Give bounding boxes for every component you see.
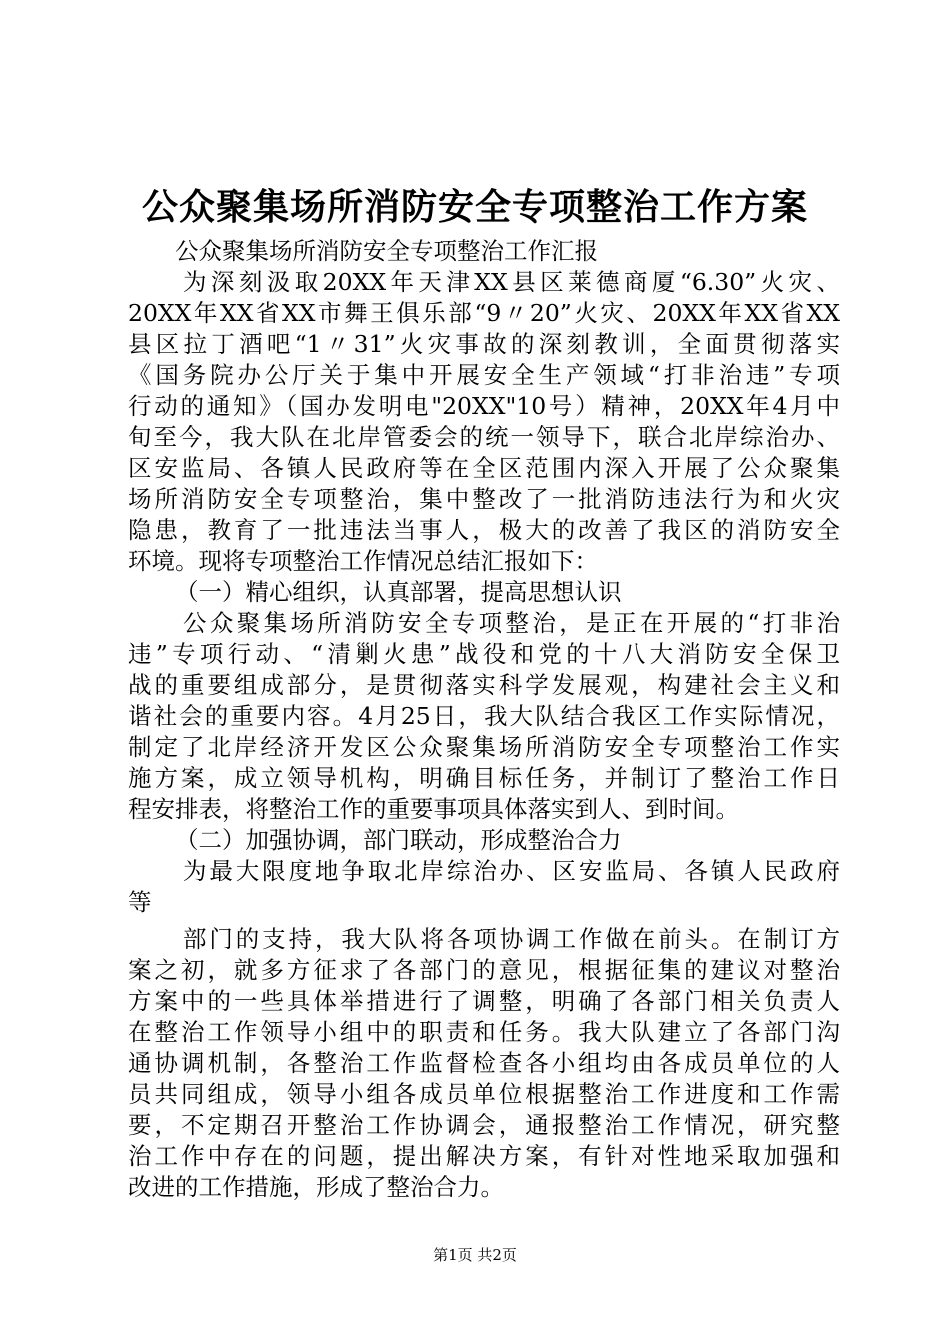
page-number-footer: 第1页 共2页 bbox=[433, 1246, 517, 1264]
paragraph-line: 20XX年XX省XX市舞王俱乐部“9〃20”火灾、20XX年XX省XX bbox=[128, 299, 840, 327]
paragraph-line: 谐社会的重要内容。4月25日，我大队结合我区工作实际情况， bbox=[128, 702, 840, 730]
paragraph-line: 县区拉丁酒吧“1〃31”火灾事故的深刻教训，全面贯彻落实 bbox=[128, 330, 840, 358]
section-heading: （二）加强协调，部门联动，形成整治合力 bbox=[175, 826, 622, 854]
paragraph-line: 违”专项行动、“清剿火患”战役和党的十八大消防安全保卫 bbox=[128, 640, 840, 668]
report-subtitle: 公众聚集场所消防安全专项整治工作汇报 bbox=[175, 237, 598, 265]
paragraph-line: 要，不定期召开整治工作协调会，通报整治工作情况，研究整 bbox=[128, 1111, 840, 1139]
paragraph-line: 旬至今，我大队在北岸管委会的统一领导下，联合北岸综治办、 bbox=[128, 423, 840, 451]
paragraph-line: 战的重要组成部分，是贯彻落实科学发展观，构建社会主义和 bbox=[128, 671, 840, 699]
paragraph-line: 治工作中存在的问题，提出解决方案，有针对性地采取加强和 bbox=[128, 1142, 840, 1170]
paragraph-line: 环境。现将专项整治工作情况总结汇报如下： bbox=[128, 547, 598, 575]
paragraph-line: 改进的工作措施，形成了整治合力。 bbox=[128, 1173, 504, 1201]
paragraph-line: 场所消防安全专项整治，集中整改了一批消防违法行为和火灾 bbox=[128, 485, 840, 513]
paragraph-line: 公众聚集场所消防安全专项整治，是正在开展的“打非治 bbox=[183, 609, 840, 637]
paragraph-line: 为深刻汲取20XX年天津XX县区莱德商厦“6.30”火灾、 bbox=[183, 268, 840, 296]
document-body bbox=[128, 236, 840, 1203]
paragraph-line: 行动的通知》（国办发明电"20XX"10号）精神，20XX年4月中 bbox=[128, 392, 840, 420]
paragraph-line: 《国务院办公厅关于集中开展安全生产领域“打非治违”专项 bbox=[128, 361, 840, 389]
paragraph-line: 案之初，就多方征求了各部门的意见，根据征集的建议对整治 bbox=[128, 956, 840, 984]
paragraph-line: 隐患，教育了一批违法当事人，极大的改善了我区的消防安全 bbox=[128, 516, 840, 544]
paragraph-line: 为最大限度地争取北岸综治办、区安监局、各镇人民政府 bbox=[183, 857, 840, 885]
paragraph-line: 程安排表，将整治工作的重要事项具体落实到人、到时间。 bbox=[128, 795, 739, 823]
section-heading: （一）精心组织，认真部署，提高思想认识 bbox=[175, 578, 622, 606]
paragraph-line: 方案中的一些具体举措进行了调整，明确了各部门相关负责人 bbox=[128, 987, 840, 1015]
paragraph-line: 区安监局、各镇人民政府等在全区范围内深入开展了公众聚集 bbox=[128, 454, 840, 482]
paragraph-line: 施方案，成立领导机构，明确目标任务，并制订了整治工作日 bbox=[128, 764, 840, 792]
paragraph-line: 员共同组成，领导小组各成员单位根据整治工作进度和工作需 bbox=[128, 1080, 840, 1108]
document-title: 公众聚集场所消防安全专项整治工作方案 bbox=[141, 186, 808, 228]
paragraph-line: 在整治工作领导小组中的职责和任务。我大队建立了各部门沟 bbox=[128, 1018, 840, 1046]
paragraph-line: 制定了北岸经济开发区公众聚集场所消防安全专项整治工作实 bbox=[128, 733, 840, 761]
paragraph-line: 通协调机制，各整治工作监督检查各小组均由各成员单位的人 bbox=[128, 1049, 840, 1077]
paragraph-line: 部门的支持，我大队将各项协调工作做在前头。在制订方 bbox=[183, 925, 840, 953]
paragraph-line: 等 bbox=[128, 888, 152, 916]
